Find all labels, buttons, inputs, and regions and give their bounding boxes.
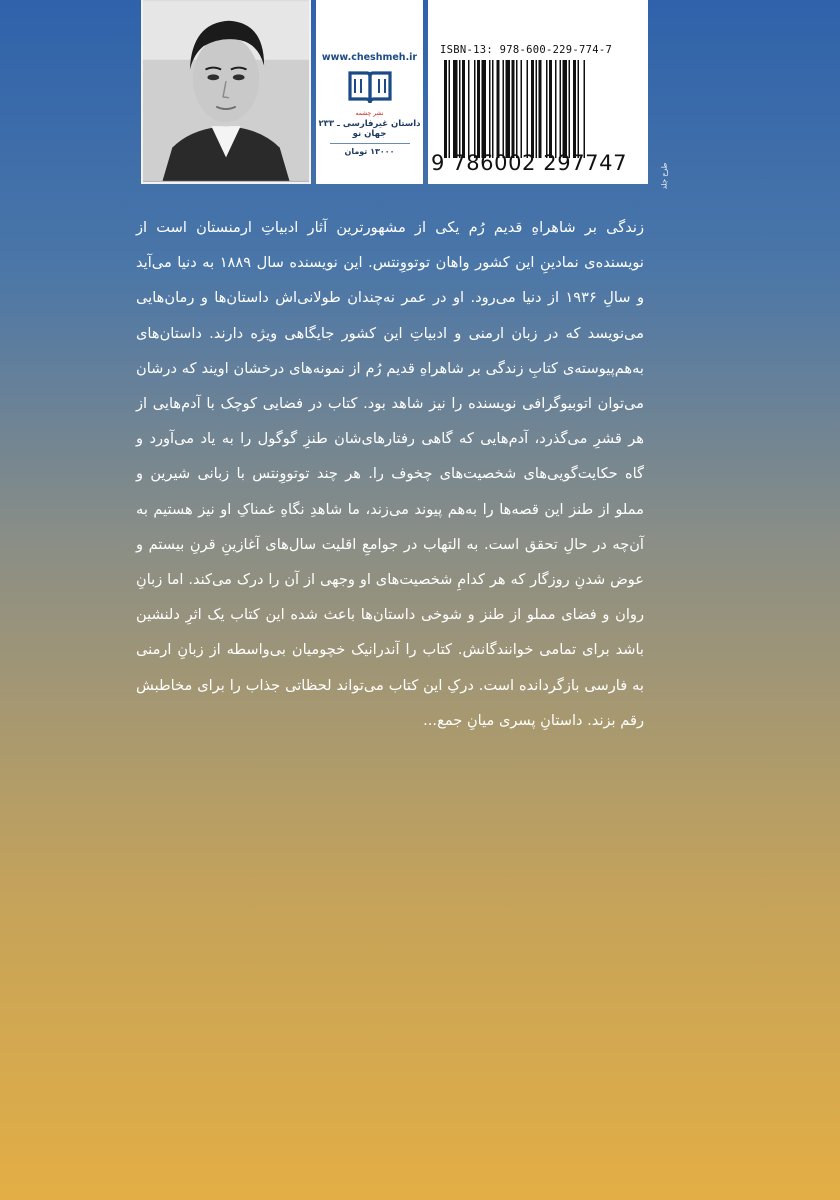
barcode-bar bbox=[516, 60, 518, 158]
cover-designer-mark: طرح جلد bbox=[660, 162, 669, 190]
barcode-bar bbox=[444, 60, 447, 158]
author-photo bbox=[141, 0, 311, 184]
barcode-bar bbox=[497, 60, 500, 158]
barcode-bar bbox=[560, 60, 562, 158]
barcode-bar bbox=[506, 60, 511, 158]
barcode-bar bbox=[489, 60, 491, 158]
barcode-bar bbox=[477, 60, 480, 158]
barcode-bar bbox=[459, 60, 461, 158]
barcode-digits: 9 786002 297747 bbox=[431, 151, 628, 175]
barcode-bar bbox=[578, 60, 580, 158]
barcode-icon bbox=[440, 60, 636, 158]
barcode-bar bbox=[573, 60, 576, 158]
isbn-label: ISBN-13: 978-600-229-774-7 bbox=[440, 44, 613, 56]
barcode-bar bbox=[474, 60, 476, 158]
author-portrait-icon bbox=[143, 0, 309, 182]
publisher-panel bbox=[316, 0, 423, 184]
publisher-name: نشر چشمه bbox=[355, 110, 384, 117]
barcode-panel bbox=[428, 0, 648, 184]
publisher-url[interactable]: www.cheshmeh.ir bbox=[321, 52, 418, 63]
barcode-bar bbox=[449, 60, 451, 158]
barcode-bar bbox=[503, 60, 505, 158]
barcode-bar bbox=[492, 60, 494, 158]
divider bbox=[330, 143, 410, 144]
series-label: داستان غیرفارسی ـ ۲۳۳ bbox=[318, 119, 421, 129]
barcode-bar bbox=[453, 60, 458, 158]
barcode-bar bbox=[468, 60, 470, 158]
barcode-bar bbox=[536, 60, 538, 158]
subseries-label: جهان نو bbox=[352, 129, 387, 139]
barcode-bar bbox=[521, 60, 523, 158]
open-book-logo-icon bbox=[347, 67, 393, 111]
barcode-bar bbox=[482, 60, 487, 158]
barcode-bar bbox=[549, 60, 552, 158]
barcode-bar bbox=[527, 60, 529, 158]
price-label: ۱۳۰۰۰ تومان bbox=[344, 147, 395, 156]
barcode-bar bbox=[569, 60, 571, 158]
barcode-bar bbox=[531, 60, 534, 158]
barcode-bar bbox=[462, 60, 465, 158]
barcode-bar bbox=[539, 60, 542, 158]
barcode-bar bbox=[555, 60, 557, 158]
barcode-bar bbox=[563, 60, 568, 158]
back-cover-blurb: زندگی بر شاهراهِ قدیم رُم یکی از مشهورترین آثار ادبیاتِ ارمنستان است از نویسنده‌ی نمادینِ این کشور واهان توتووِنتس. این نویسنده سال ۱۸۸۹ به دنیا می‌آید و سالِ ۱۹۳۶ از دنیا می‌رود. او در عمر نه‌چندان طولانی‌اش داستان‌ها و رمان‌هایی می‌نویسد که در زبان ارمنی و ادبیاتِ این کشور جایگاهی ویژه دارند. داستان‌های به‌هم‌پیوسته‌ی کتابِ زندگی بر شاهراهِ قدیم رُم از نمونه‌های درخشان اویند که درشان می‌توان اتوبیوگرافی نویسنده را نیز شاهد بود. کتاب در فضایی کوچک با آدم‌هایی از هر قشرِ می‌گذرد، آدم‌هایی که گاهی رفتارهای‌شان طنزِ گوگول را به یاد می‌آورد و گاه حکایت‌گویی‌های شخصیت‌های چخوف را. هر چند توتووِنتس با زبانی شیرین و مملو از طنز این قصه‌ها را به‌هم پیوند می‌زند، ما شاهدِ نگاهِ غمناکِ او نیز هستیم به آن‌چه در حالِ تحقق است. به التهاب در جوامعِ اقلیت سال‌های آغازینِ قرنِ بیستم و عوض شدنِ روزگار که هر کدامِ شخصیت‌های او وجهی از آن را درک می‌کند. اما زبانِ روان و فضای مملو از طنز و شوخی داستان‌ها باعث شده این کتاب یک اثرِ دلنشین باشد برای تمامی خوانندگانش. کتاب را آندرانیک خچومیان بی‌واسطه از زبانِ ارمنی به فارسی بازگردانده است. درکِ این کتاب می‌تواند لحظاتی جذاب را برای مخاطبش رقم بزند. داستانِ پسری میانِ جمع... bbox=[136, 219, 644, 729]
barcode-bar bbox=[584, 60, 586, 158]
barcode-bar bbox=[546, 60, 548, 158]
barcode-bar bbox=[512, 60, 515, 158]
